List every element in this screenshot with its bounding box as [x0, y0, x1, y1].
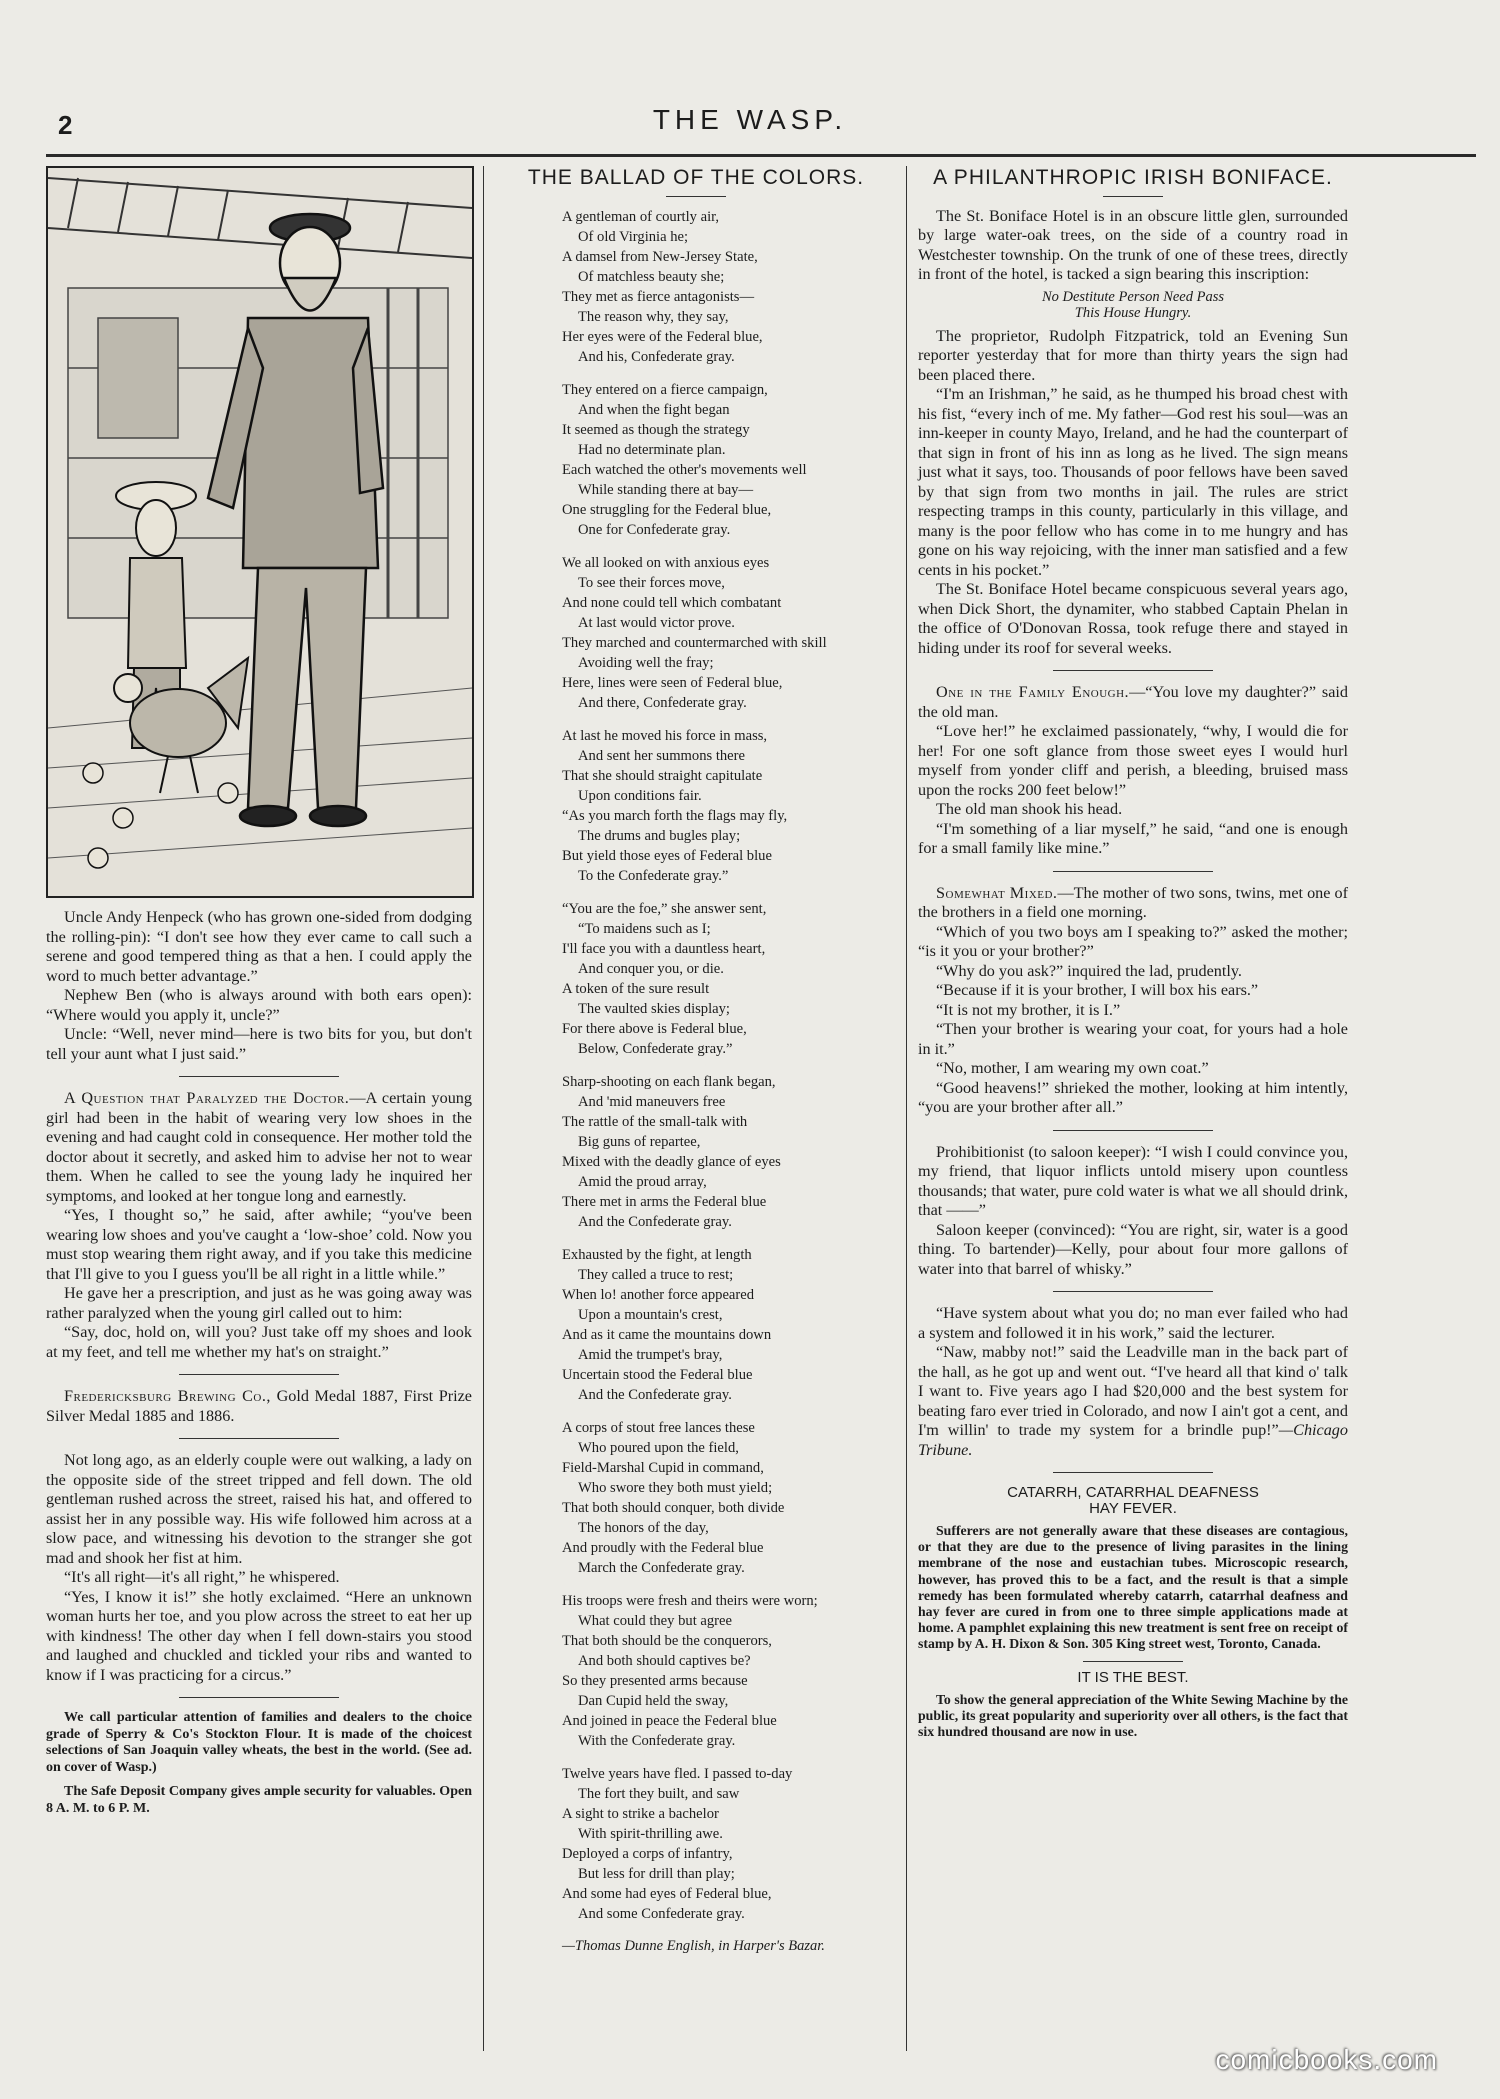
ballad-line: And as it came the mountains down	[562, 1326, 772, 1343]
ballad-line: At last would victor prove.	[578, 614, 735, 631]
saloon-story-p1: Prohibitionist (to saloon keeper): “I wish I could convince you, my friend, that liquor inflicts untold misery upon countless thousands; that water, pure cold water is what we all should drink, that ——”	[918, 1142, 1348, 1219]
couple-story-p2: “It's all right—it's all right,” he whispered.	[64, 1568, 340, 1586]
ballad-line: Of matchless beauty she;	[578, 268, 725, 285]
ballad-line: Upon a mountain's crest,	[578, 1306, 723, 1323]
doctor-story-p4: “Say, doc, hold on, will you? Just take off my shoes and look at my feet, and tell me whether my hat's on straight.”	[46, 1323, 472, 1361]
ballad-stanza	[500, 1245, 892, 1405]
cartoon-illustration	[46, 166, 474, 898]
ballad-line: And his, Confederate gray.	[578, 348, 735, 365]
mixed-story-p3: “Why do you ask?” inquired the lad, prudently.	[936, 961, 1242, 980]
section-divider	[179, 1374, 339, 1375]
boniface-title: A PHILANTHROPIC IRISH BONIFACE.	[933, 166, 1333, 189]
family-story-p2: “Love her!” he exclaimed passionately, “why, I would die for her! For one soft glance from those sweet eyes I would hurl myself from yonder cliff and perish, a bleeding, bruised mass upon the rocks 200 feet below!”	[918, 722, 1348, 799]
couple-story-p3: “Yes, I know it is!” she hotly exclaimed. “Here an unknown woman hurts her toe, and you plow across the street to eat her up with kindness! The other day when I fell down-stairs you stood and laughed and chuckled and tickled your ribs and wanted to know if I was practicing for a circus.”	[46, 1587, 472, 1684]
ballad-line: Her eyes were of the Federal blue,	[562, 328, 763, 345]
doctor-story-title: A Question that Paralyzed the Doctor.	[64, 1089, 350, 1107]
ballad-line: At last he moved his force in mass,	[562, 727, 768, 744]
mixed-story-p1	[918, 884, 1348, 923]
section-divider	[1053, 670, 1213, 671]
ballad-line: Who swore they both must yield;	[578, 1479, 773, 1496]
ballad-poem	[500, 207, 892, 1924]
catarrh-title-line-2: HAY FEVER.	[1089, 1500, 1177, 1517]
ballad-line: Had no determinate plan.	[578, 441, 726, 458]
cartoon-caption-1: Uncle Andy Henpeck (who has grown one-sided from dodging the rolling-pin): “I don't see how they ever came to call such a serene and good tempered thing as that a hen. I could apply the word to much better advantage.”	[46, 908, 472, 985]
mixed-story-p2: “Which of you two boys am I speaking to?” asked the mother; “is it you or your brother?”	[918, 922, 1348, 960]
system-story-text: “Naw, mabby not!” said the Leadville man in the back part of the hall, as he got up and went out. “I've heard all that kind o' talk I want to. Five years ago I had $20,000 and the best system for beating faro ever tried in Colorado, and now I ain't got a cent, and I'm willin' to trade my system for a brindle pup!”	[918, 1343, 1348, 1439]
catarrh-advert-body: Sufferers are not generally aware that these diseases are contagious, or that they are due to the presence of living parasites in the lining membrane of the nose and eustachian tubes. Microscopic research, however, has proved this to be a fact, and the result is that a simple remedy has been formulated whereby catarrh, catarrhal deafness and hay fever are cured in from one to three simple applications made at home. A pamphlet explaining this new treatment is sent free on receipt of stamp by A. H. Dixon & Son. 305 King street west, Toronto, Canada.	[918, 1523, 1348, 1652]
ballad-line: And joined in peace the Federal blue	[562, 1712, 777, 1729]
ballad-line: That she should straight capitulate	[562, 767, 763, 784]
ballad-line: And some Confederate gray.	[578, 1905, 745, 1922]
ballad-line: With spirit-thrilling awe.	[578, 1825, 723, 1842]
boniface-p1: The St. Boniface Hotel is in an obscure little glen, surrounded by large water-oak trees, on the side of a country road in Westchester township. On the trunk of one of these trees, directly in front of the hotel, is tacked a sign bearing this inscription:	[918, 206, 1348, 283]
system-story-source: —Chicago Tribune.	[918, 1421, 1348, 1459]
mixed-story-p4: “Because if it is your brother, I will box his ears.”	[936, 981, 1259, 999]
column-left	[46, 166, 472, 1817]
ballad-line: While standing there at bay—	[578, 481, 754, 498]
ballad-line: “You are the foe,” she answer sent,	[562, 900, 767, 917]
ballad-line: But yield those eyes of Federal blue	[562, 847, 772, 864]
mixed-story-p8: “Good heavens!” shrieked the mother, looking at him intently, “you are your brother after all.”	[918, 1078, 1348, 1116]
boniface-p3: “I'm an Irishman,” he said, as he thumped his broad chest with his fist, “every inch of me. My father—God rest his soul—was an inn-keeper in county Mayo, Ireland, and he had the counterpart of that sign in front of his inn as long as he lived. The sign means just what it says, too. Thousands of poor fellows have been saved by that sign from two months in jail. The rules are strict respecting tramps in this county, particularly in this village, and many is the poor fellow who has come in to me hungry and has gone on his way rejoicing, with the inner man satisfied and a few cents in his pocket.”	[918, 385, 1348, 579]
ballad-line: And none could tell which combatant	[562, 594, 782, 611]
ballad-line: The drums and bugles play;	[578, 827, 741, 844]
ballad-line: The vaulted skies display;	[578, 1000, 730, 1017]
doctor-story-p1	[46, 1089, 472, 1206]
ballad-line: Who poured upon the field,	[578, 1439, 739, 1456]
ballad-line: Field-Marshal Cupid in command,	[562, 1459, 764, 1476]
ballad-line: But less for drill than play;	[578, 1865, 735, 1882]
column-rule-right	[906, 166, 907, 2051]
ballad-stanza	[500, 1591, 892, 1751]
hotel-sign-line-2: This House Hungry.	[1074, 304, 1192, 321]
system-story-p1: “Have system about what you do; no man ever failed who had a system and followed it in his work,” said the lecturer.	[918, 1304, 1348, 1342]
ballad-line: “To maidens such as I;	[578, 920, 711, 937]
title-rule	[666, 196, 726, 197]
ballad-line: A damsel from New-Jersey State,	[562, 248, 758, 265]
flour-advert: We call particular attention of families and dealers to the choice grade of Sperry & Co's Stockton Flour. It is made of the choicest selections of San Joaquin valley wheats, the best in the world. (See ad. on cover of Wasp.)	[46, 1710, 472, 1775]
section-divider	[1083, 1661, 1183, 1662]
hotel-sign-line-1: No Destitute Person Need Pass	[1041, 288, 1225, 305]
ballad-stanza	[500, 380, 892, 540]
mixed-story-p6: “Then your brother is wearing your coat, for yours had a hole in it.”	[918, 1020, 1348, 1058]
family-story-title: One in the Family Enough.	[936, 683, 1130, 701]
system-story-p2	[918, 1343, 1348, 1460]
column-middle	[500, 166, 892, 1956]
ballad-line: And the Confederate gray.	[578, 1386, 732, 1403]
section-divider	[179, 1076, 339, 1077]
brewing-name: Fredericksburg Brewing Co.,	[64, 1387, 271, 1405]
ballad-line: Uncertain stood the Federal blue	[562, 1366, 753, 1383]
ballad-line: They called a truce to rest;	[578, 1266, 734, 1283]
ballad-line: To the Confederate gray.”	[578, 867, 729, 884]
title-rule	[1103, 196, 1163, 197]
safe-deposit-advert: The Safe Deposit Company gives ample security for valuables. Open 8 A. M. to 6 P. M.	[46, 1784, 472, 1816]
ballad-stanza	[500, 553, 892, 713]
boniface-p4: The St. Boniface Hotel became conspicuous several years ago, when Dick Short, the dynamiter, who stabbed Captain Phelan in the office of O'Donovan Rossa, took refuge there and stayed in hiding under its roof for several weeks.	[918, 580, 1348, 657]
ballad-line: Amid the trumpet's bray,	[578, 1346, 723, 1363]
ballad-line: One struggling for the Federal blue,	[562, 501, 772, 518]
brewing-text: Gold Medal 1887, First Prize Silver Medal 1885 and 1886.	[46, 1387, 472, 1425]
ballad-line: They met as fierce antagonists—	[562, 288, 755, 305]
section-divider	[1053, 1130, 1213, 1131]
ballad-line: And sent her summons there	[578, 747, 745, 764]
saloon-story-p2: Saloon keeper (convinced): “You are right, sir, water is a good thing. To bartender)—Kelly, pour about four more gallons of water into that barrel of whisky.”	[918, 1220, 1348, 1278]
ballad-line: When lo! another force appeared	[562, 1286, 755, 1303]
ballad-line: Mixed with the deadly glance of eyes	[562, 1153, 781, 1170]
ballad-stanza	[500, 899, 892, 1059]
ballad-line: Of old Virginia he;	[578, 228, 689, 245]
ballad-line: With the Confederate gray.	[578, 1732, 736, 1749]
ballad-line: They marched and countermarched with skill	[562, 634, 827, 651]
page-number: 2	[58, 110, 73, 140]
ballad-line: What could they but agree	[578, 1612, 732, 1629]
section-divider	[179, 1438, 339, 1439]
section-divider	[179, 1697, 339, 1698]
ballad-line: March the Confederate gray.	[578, 1559, 745, 1576]
ballad-attribution: —Thomas Dunne English, in Harper's Bazar.	[562, 1937, 825, 1954]
cartoon-drawing	[48, 168, 472, 896]
ballad-line: A sight to strike a bachelor	[562, 1805, 719, 1822]
ballad-line: A gentleman of courtly air,	[562, 208, 720, 225]
ballad-title: THE BALLAD OF THE COLORS.	[527, 166, 865, 189]
brewing-notice	[46, 1387, 472, 1426]
family-story-p1	[918, 683, 1348, 722]
ballad-stanza	[500, 1764, 892, 1924]
ballad-line: Amid the proud array,	[578, 1173, 707, 1190]
ballad-line: Avoiding well the fray;	[578, 654, 714, 671]
doctor-story-p3: He gave her a prescription, and just as he was going away was rather paralyzed when the young girl called out to him:	[46, 1284, 472, 1322]
ballad-line: A corps of stout free lances these	[562, 1419, 755, 1436]
ballad-line: I'll face you with a dauntless heart,	[562, 940, 766, 957]
ballad-line: One for Confederate gray.	[578, 521, 731, 538]
catarrh-title-line-1: CATARRH, CATARRHAL DEAFNESS	[1007, 1484, 1259, 1501]
ballad-line: Sharp-shooting on each flank began,	[562, 1073, 776, 1090]
ballad-line: And some had eyes of Federal blue,	[562, 1885, 772, 1902]
catarrh-advert-title	[918, 1485, 1348, 1517]
family-story-p4: “I'm something of a liar myself,” he said, “and one is enough for a small family like mine.”	[918, 819, 1348, 857]
ballad-line: So they presented arms because	[562, 1672, 748, 1689]
ballad-line: We all looked on with anxious eyes	[562, 554, 770, 571]
ballad-line: Below, Confederate gray.”	[578, 1040, 733, 1057]
ballad-line: And when the fight began	[578, 401, 730, 418]
ballad-line: Twelve years have fled. I passed to-day	[562, 1765, 793, 1782]
ballad-line: And 'mid maneuvers free	[578, 1093, 726, 1110]
column-right	[918, 166, 1348, 1740]
masthead: THE WASP.	[652, 104, 848, 135]
ballad-line: Deployed a corps of infantry,	[562, 1845, 733, 1862]
mixed-story-p5: “It is not my brother, it is I.”	[936, 1000, 1121, 1019]
ballad-line: Here, lines were seen of Federal blue,	[562, 674, 783, 691]
sewing-advert-title: IT IS THE BEST.	[1077, 1668, 1189, 1686]
mixed-story-title: Somewhat Mixed.	[936, 883, 1058, 902]
mixed-story-lead: —The mother of two sons, twins, met one of the brothers in a field one morning.	[918, 883, 1348, 921]
ballad-line: The reason why, they say,	[578, 308, 729, 325]
ballad-line: “As you march forth the flags may fly,	[562, 807, 788, 824]
ballad-line: A token of the sure result	[562, 980, 710, 997]
boniface-p2: The proprietor, Rudolph Fitzpatrick, told an Evening Sun reporter yesterday that for more than thirty years the sign had been placed there.	[918, 326, 1348, 384]
column-rule-left	[483, 166, 484, 2051]
ballad-line: And both should captives be?	[578, 1652, 751, 1669]
ballad-line: And there, Confederate gray.	[578, 694, 747, 711]
section-divider	[1053, 1472, 1213, 1473]
ballad-stanza	[500, 1072, 892, 1232]
doctor-story-p2: “Yes, I thought so,” he said, after awhile; “you've been wearing low shoes and you've caught a ‘low-shoe’ cold. Now you must stop wearing them right away, and if you take this medicine that I'll give to you I guess you'll be all right in a little while.”	[46, 1206, 472, 1283]
ballad-stanza	[500, 207, 892, 367]
ballad-line: That both should conquer, both divide	[562, 1499, 785, 1516]
ballad-line: Each watched the other's movements well	[562, 461, 807, 478]
ballad-line: There met in arms the Federal blue	[562, 1193, 767, 1210]
couple-story-p1: Not long ago, as an elderly couple were out walking, a lady on the opposite side of the street tripped and fell down. The old gentleman rushed across the street, raised his hat, and offered to assist her in any possible way. His wife followed him across at a slow pace, and witnessing his devotion to the stranger she got mad and shook her fist at him.	[46, 1451, 472, 1567]
ballad-line: The rattle of the small-talk with	[562, 1113, 748, 1130]
ballad-line: Upon conditions fair.	[578, 787, 702, 804]
header-rule	[46, 154, 1476, 157]
ballad-line: The honors of the day,	[578, 1519, 709, 1536]
ballad-line: For there above is Federal blue,	[562, 1020, 747, 1037]
ballad-line: And conquer you, or die.	[578, 960, 724, 977]
hotel-sign	[918, 289, 1348, 321]
ballad-line: They entered on a fierce campaign,	[562, 381, 768, 398]
family-story-lead: —“You love my daughter?” said the old man.	[918, 683, 1348, 721]
ballad-line: Exhausted by the fight, at length	[562, 1246, 752, 1263]
cartoon-caption-2: Nephew Ben (who is always around with both ears open): “Where would you apply it, uncle?”	[46, 986, 472, 1024]
ballad-line: His troops were fresh and theirs were worn;	[562, 1592, 818, 1609]
ballad-stanza	[500, 726, 892, 886]
ballad-line: Big guns of repartee,	[578, 1133, 701, 1150]
ballad-line: And proudly with the Federal blue	[562, 1539, 764, 1556]
sewing-advert-body: To show the general appreciation of the White Sewing Machine by the public, its great popularity and superiority over all others, is the fact that six hundred thousand are now in use.	[918, 1691, 1348, 1740]
ballad-line: It seemed as though the strategy	[562, 421, 750, 438]
ballad-line: Dan Cupid held the sway,	[578, 1692, 729, 1709]
ballad-stanza	[500, 1418, 892, 1578]
doctor-story-lead: —A certain young girl had been in the habit of wearing very low shoes in the evening and had caught cold in consequence. Her mother told the doctor about it secretly, and asked him to advise her not to wear them. When he called to see the young lady he inquired her symptoms, and looked at her tongue long and earnestly.	[46, 1089, 472, 1205]
ballad-line: That both should be the conquerors,	[562, 1632, 772, 1649]
section-divider	[1053, 871, 1213, 872]
family-story-p3: The old man shook his head.	[936, 800, 1123, 818]
section-divider	[1053, 1291, 1213, 1292]
cartoon-caption-3: Uncle: “Well, never mind—here is two bits for you, but don't tell your aunt what I just said.”	[46, 1025, 472, 1063]
watermark: comicbooks.com	[1215, 2044, 1438, 2075]
mixed-story-p7: “No, mother, I am wearing my own coat.”	[936, 1059, 1209, 1077]
ballad-line: To see their forces move,	[578, 574, 725, 591]
ballad-line: The fort they built, and saw	[578, 1785, 740, 1802]
ballad-line: And the Confederate gray.	[578, 1213, 732, 1230]
